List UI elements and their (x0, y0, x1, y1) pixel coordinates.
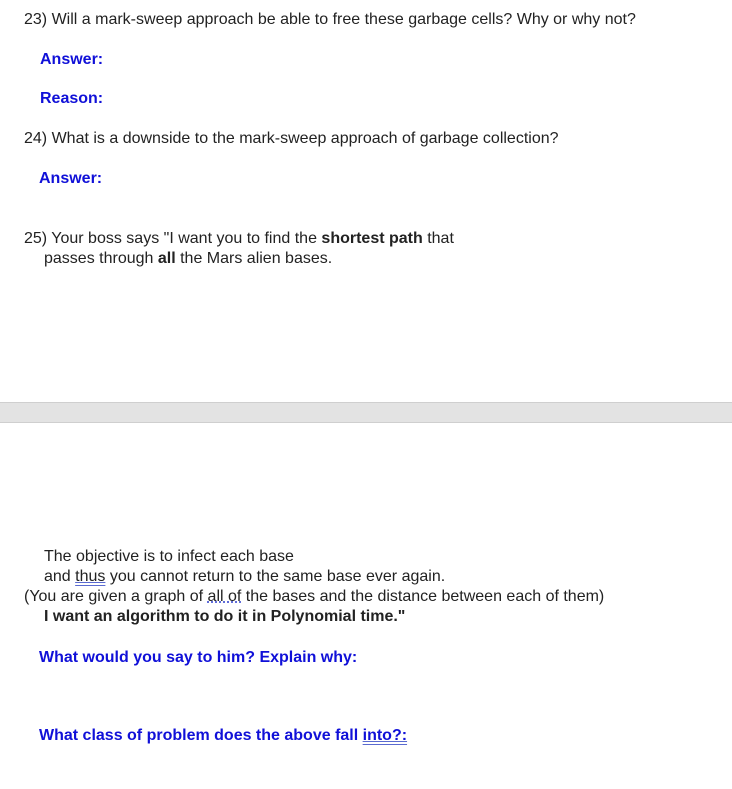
question-25-line-1 (24, 229, 454, 249)
q25-line1-end: that (422, 230, 454, 247)
q25-line2-end: the Mars alien bases. (175, 250, 333, 267)
q25-no-return-text: you cannot return to the same base ever again. (105, 568, 446, 585)
q25-class-text: What class of problem does the above fall (39, 727, 363, 744)
q25-polynomial-time: I want an algorithm to do it in Polynomial time." (44, 608, 406, 625)
q25-objective: The objective is to infect each base (44, 548, 294, 565)
page-break (0, 402, 732, 423)
q25-shortest-path: shortest path (321, 230, 423, 247)
q23-answer-label: Answer: (40, 51, 104, 68)
q25-given-post: the bases and the distance between each of them) (241, 588, 605, 605)
q25-line1-text: 25) Your boss says "I want you to find the (24, 230, 322, 247)
q25-class-prompt (39, 726, 407, 746)
q25-into: into?: (362, 727, 408, 744)
q25-no-return (44, 567, 445, 587)
q25-all: all (157, 250, 176, 267)
question-23: 23) Will a mark-sweep approach be able to free these garbage cells? Why or why not? (24, 11, 636, 28)
q25-say-prompt: What would you say to him? Explain why: (39, 649, 358, 666)
q25-line2-text: passes through (44, 250, 158, 267)
q25-and: and (44, 568, 76, 585)
q25-given-pre: (You are given a graph of (24, 588, 208, 605)
q25-all-of: all of (207, 588, 242, 605)
q25-thus: thus (75, 568, 106, 585)
q25-given-graph (24, 587, 604, 607)
question-24: 24) What is a downside to the mark-sweep approach of garbage collection? (24, 130, 559, 147)
q23-reason-label: Reason: (40, 90, 104, 107)
question-25-line-2 (44, 249, 332, 269)
q24-answer-label: Answer: (39, 170, 103, 187)
